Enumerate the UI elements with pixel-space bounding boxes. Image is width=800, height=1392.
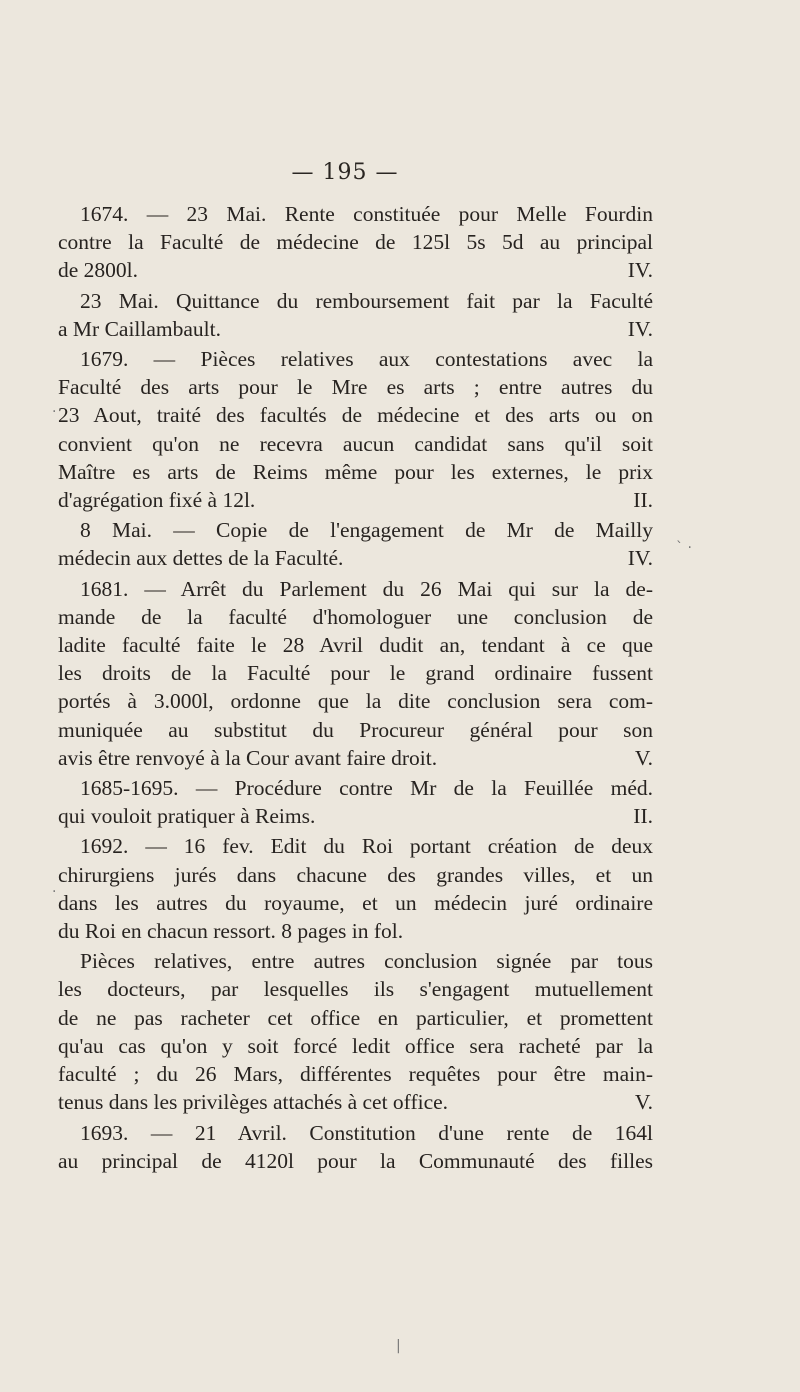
volume-ref: IV. <box>627 258 653 283</box>
entry-line: muniquée au substitut du Procureur général pour son <box>58 717 653 742</box>
entry-line: 1674. — 23 Mai. Rente constituée pour Melle Fourdin <box>80 202 653 226</box>
entry-line: les droits de la Faculté pour le grand ordinaire fussent <box>58 661 653 686</box>
entry-1679 <box>58 345 653 514</box>
entry-line: de ne pas racheter cet office en particulier, et promettent <box>58 1005 653 1030</box>
volume-ref: V. <box>634 745 653 770</box>
entry-line: 1681. — Arrêt du Parlement du 26 Mai qui sur la de- <box>80 576 653 601</box>
entry-8-mai <box>58 516 653 572</box>
entry-line: chirurgiens jurés dans chacune des grandes villes, et un <box>58 862 653 887</box>
entry-last-line <box>58 544 653 572</box>
entry-line: faculté ; du 26 Mars, différentes requêtes pour être main- <box>58 1062 653 1087</box>
entry-last-line <box>58 486 653 514</box>
entry-line: contre la Faculté de médecine de 125l 5s 5d au principal <box>58 230 653 255</box>
margin-mark-left-2: . <box>52 880 57 896</box>
entry-line: 1685-1695. — Procédure contre Mr de la Feuillée méd. <box>80 776 653 801</box>
entry-text: tenus dans les privilèges attachés à cet office. <box>58 1090 449 1115</box>
entry-line: mande de la faculté d'homologuer une conclusion de <box>58 604 653 629</box>
entry-pieces-relatives <box>58 947 653 1116</box>
entry-last-line <box>58 802 653 830</box>
page-number: — 195 — <box>291 160 399 185</box>
entries-list <box>58 200 653 1177</box>
entry-line: 1692. — 16 fev. Edit du Roi portant création de deux <box>80 834 653 859</box>
entry-last-line <box>58 256 653 284</box>
entry-line: ladite faculté faite le 28 Avril dudit an, tendant à ce que <box>58 633 653 658</box>
margin-mark-right: ` · <box>676 540 692 556</box>
entry-1685-1695 <box>58 774 653 830</box>
entry-1692 <box>58 832 653 945</box>
entry-text: a Mr Caillambault. <box>58 316 222 341</box>
entry-line: 8 Mai. — Copie de l'engagement de Mr de Mailly <box>80 518 653 543</box>
page-bottom-mark: | <box>396 1338 401 1354</box>
entry-line: au principal de 4120l pour la Communauté des filles <box>58 1148 653 1173</box>
margin-mark-left: . <box>52 400 57 416</box>
entry-text: d'agrégation fixé à 12l. <box>58 488 256 513</box>
entry-last-line <box>58 744 653 772</box>
entry-1681 <box>58 575 653 772</box>
entry-line: 23 Mai. Quittance du remboursement fait par la Faculté <box>80 288 653 313</box>
entry-text: avis être renvoyé à la Cour avant faire droit. <box>58 745 438 770</box>
entry-1674 <box>58 200 653 285</box>
volume-ref: IV. <box>627 316 653 341</box>
entry-1693 <box>58 1119 653 1175</box>
entry-line: convient qu'on ne recevra aucun candidat sans qu'il soit <box>58 431 653 456</box>
entry-last-line <box>58 315 653 343</box>
entry-line: qu'au cas qu'on y soit forcé ledit office sera racheté par la <box>58 1033 653 1058</box>
entry-last-line <box>58 917 653 945</box>
entry-text: du Roi en chacun ressort. 8 pages in fol. <box>58 919 404 944</box>
entry-line: 1679. — Pièces relatives aux contestations avec la <box>80 347 653 372</box>
entry-line: Maître es arts de Reims même pour les externes, le prix <box>58 459 653 484</box>
volume-ref: II. <box>633 488 653 513</box>
entry-line: 23 Aout, traité des facultés de médecine et des arts ou on <box>58 403 653 428</box>
volume-ref: IV. <box>627 546 653 571</box>
entry-23-mai <box>58 287 653 343</box>
entry-line: dans les autres du royaume, et un médecin juré ordinaire <box>58 890 653 915</box>
entry-line: 1693. — 21 Avril. Constitution d'une rente de 164l <box>80 1120 653 1145</box>
entry-text: qui vouloit pratiquer à Reims. <box>58 804 316 829</box>
volume-ref: V. <box>634 1090 653 1115</box>
entry-line: portés à 3.000l, ordonne que la dite conclusion sera com- <box>58 689 653 714</box>
entry-line: Faculté des arts pour le Mre es arts ; entre autres du <box>58 375 653 400</box>
entry-last-line <box>58 1088 653 1116</box>
entry-line: Pièces relatives, entre autres conclusion signée par tous <box>80 949 653 974</box>
entry-text: de 2800l. <box>58 258 139 283</box>
entry-line: les docteurs, par lesquelles ils s'engagent mutuellement <box>58 977 653 1002</box>
entry-text: médecin aux dettes de la Faculté. <box>58 546 344 571</box>
volume-ref: II. <box>633 804 653 829</box>
